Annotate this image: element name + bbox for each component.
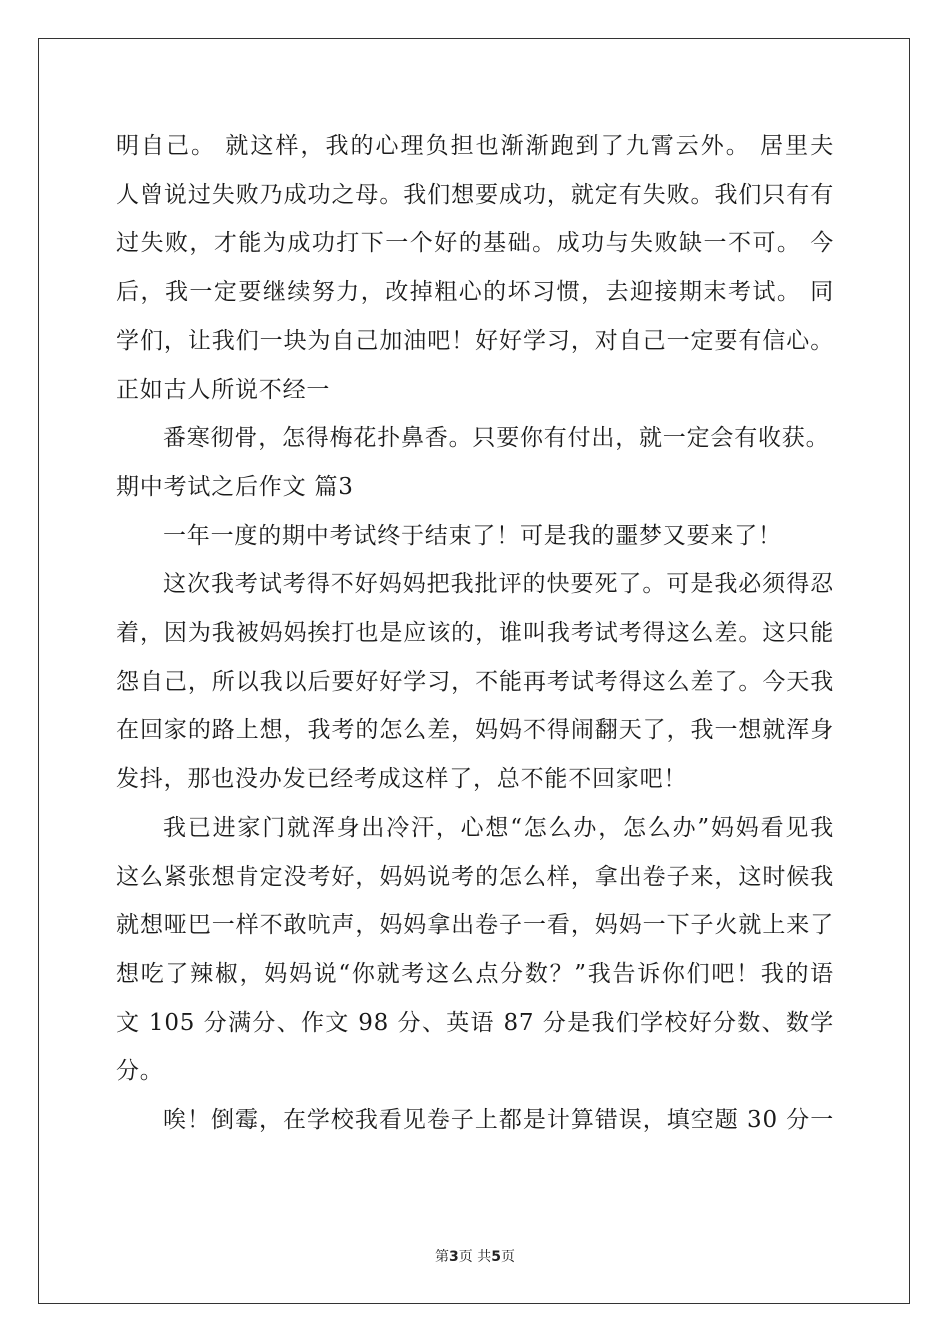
text-line: 后，我一定要继续努力，改掉粗心的坏习惯，去迎接期末考试。 同 — [116, 279, 834, 306]
text-line: 人曾说过失败乃成功之母。我们想要成功，就定有失败。我们只有有 — [116, 181, 834, 208]
page-footer — [0, 1246, 950, 1266]
total-pages-number: 5 — [491, 1249, 501, 1265]
text-line: 唉！倒霉，在学校我看见卷子上都是计算错误，填空题 30 分一 — [163, 1107, 834, 1133]
text-line: 在回家的路上想，我考的怎么差，妈妈不得闹翻天了，我一想就浑身 — [116, 717, 834, 744]
text-line: 发抖，那也没办发已经考成这样了，总不能不回家吧！ — [116, 766, 688, 793]
footer-suffix: 页 — [500, 1249, 515, 1265]
text-line: 学们，让我们一块为自己加油吧！好好学习，对自己一定要有信心。 — [116, 327, 834, 354]
footer-prefix: 第 — [435, 1249, 450, 1265]
text-line: 我已进家门就浑身出冷汗，心想“怎么办，怎么办”妈妈看见我 — [163, 814, 834, 841]
text-line: 着，因为我被妈妈挨打也是应该的，谁叫我考试考得这么差。这只能 — [116, 620, 834, 646]
text-line: 明自己。 就这样，我的心理负担也渐渐跑到了九霄云外。 居里夫 — [116, 133, 834, 159]
footer-middle: 页 共 — [458, 1249, 492, 1265]
text-line: 文 105 分满分、作文 98 分、英语 87 分是我们学校好分数、数学 — [116, 1009, 834, 1036]
text-line: 分。 — [116, 1058, 164, 1085]
text-line: 就想哑巴一样不敢吭声，妈妈拿出卷子一看，妈妈一下子火就上来了 — [116, 912, 834, 939]
text-line: 正如古人所说不经一 — [116, 376, 331, 403]
text-line: 过失败，才能为成功打下一个好的基础。成功与失败缺一不可。 今 — [116, 230, 834, 257]
current-page-number: 3 — [449, 1249, 459, 1265]
text-line: 番寒彻骨，怎得梅花扑鼻香。只要你有付出，就一定会有收获。 — [163, 425, 830, 452]
text-line: 这次我考试考得不好妈妈把我批评的快要死了。可是我必须得忍 — [163, 571, 834, 598]
text-line: 一年一度的期中考试终于结束了！可是我的噩梦又要来了！ — [163, 522, 782, 549]
text-line: 想吃了辣椒，妈妈说“你就考这么点分数？”我告诉你们吧！我的语 — [116, 960, 834, 987]
text-line: 怨自己，所以我以后要好好学习，不能再考试考得这么差了。今天我 — [116, 668, 834, 695]
text-line: 期中考试之后作文 篇3 — [116, 473, 354, 500]
text-line: 这么紧张想肯定没考好，妈妈说考的怎么样，拿出卷子来，这时候我 — [116, 863, 834, 890]
